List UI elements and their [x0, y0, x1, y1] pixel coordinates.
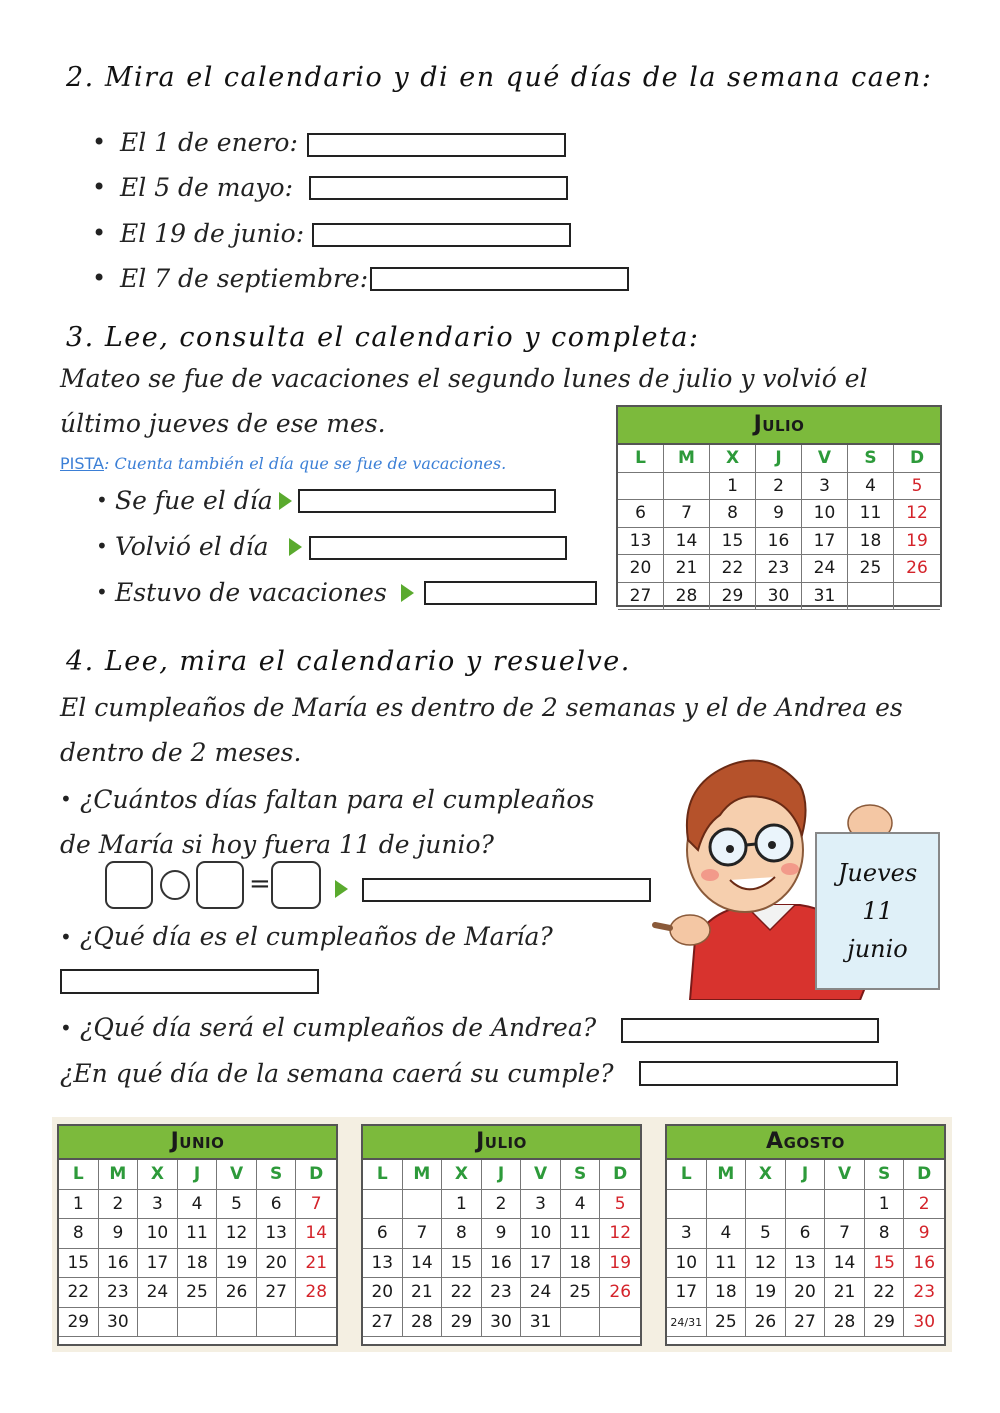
calendar-day: 15: [442, 1249, 482, 1279]
ex4-q2: ¿Qué día es el cumpleaños de María?: [80, 922, 553, 951]
calendar-day: 27: [257, 1278, 297, 1308]
weekday-header: L: [363, 1160, 403, 1190]
ex3-answer-1[interactable]: [298, 489, 556, 513]
calendar-day: 30: [756, 583, 802, 611]
ex2-answer-4[interactable]: [370, 267, 629, 291]
calendar-day: 1: [59, 1190, 99, 1220]
bullet-icon: •: [92, 173, 107, 201]
calendar-day: 16: [904, 1249, 944, 1279]
calendar-day: [257, 1308, 297, 1338]
calendar-day: 27: [363, 1308, 403, 1338]
calendar-day: 13: [257, 1219, 297, 1249]
weekday-header: D: [600, 1160, 640, 1190]
weekday-header: J: [178, 1160, 218, 1190]
calendar-title: Agosto: [667, 1126, 944, 1160]
calendar-day: 21: [664, 555, 710, 583]
calendar-day: 30: [99, 1308, 139, 1338]
calendar-day: 23: [904, 1278, 944, 1308]
calendar-day: 3: [521, 1190, 561, 1220]
weekday-header: X: [138, 1160, 178, 1190]
calendar-day: 28: [403, 1308, 443, 1338]
calendar-day: 28: [296, 1278, 336, 1308]
calendar-day: 24: [802, 555, 848, 583]
bullet-icon: •: [96, 580, 108, 604]
calendar-day: 30: [482, 1308, 522, 1338]
weekday-header: M: [664, 445, 710, 473]
operator-circle[interactable]: [160, 870, 190, 900]
calendar-day: [561, 1308, 601, 1338]
calendar-day: 12: [217, 1219, 257, 1249]
calendar-day: [600, 1308, 640, 1338]
calendar-day: 23: [482, 1278, 522, 1308]
calendar-day: 9: [756, 500, 802, 528]
ex2-answer-1[interactable]: [307, 133, 566, 157]
calendar-day: 26: [746, 1308, 786, 1338]
result-box[interactable]: [271, 861, 321, 909]
weekday-header: X: [442, 1160, 482, 1190]
calendar-day: [848, 583, 894, 611]
weekday-header: L: [667, 1160, 707, 1190]
calendar-day: 8: [442, 1219, 482, 1249]
calendar-day: 28: [825, 1308, 865, 1338]
calendar-day: 5: [746, 1219, 786, 1249]
ex3-item-label: Volvió el día: [115, 532, 269, 561]
calendar-junio: [57, 1124, 338, 1346]
calendar-day: 19: [894, 528, 940, 556]
calendar-day: 11: [707, 1249, 747, 1279]
calendar-julio-top: [616, 405, 942, 607]
ex4-q4: ¿En qué día de la semana caerá su cumple?: [60, 1059, 614, 1088]
calendar-day: 8: [59, 1219, 99, 1249]
calendar-day: 13: [618, 528, 664, 556]
calendar-day: 18: [178, 1249, 218, 1279]
bullet-icon: •: [96, 488, 108, 512]
calendar-day: 6: [618, 500, 664, 528]
calendar-day: 6: [786, 1219, 826, 1249]
calendar-day: 1: [710, 473, 756, 501]
play-arrow-icon: [279, 492, 292, 510]
calendar-day: 15: [59, 1249, 99, 1279]
calendar-day: 17: [802, 528, 848, 556]
weekday-header: L: [618, 445, 664, 473]
calendar-day: 9: [904, 1219, 944, 1249]
calendar-day: [667, 1190, 707, 1220]
ex3-item-label: Se fue el día: [115, 486, 273, 515]
calendar-day: 7: [664, 500, 710, 528]
calendar-day: 7: [825, 1219, 865, 1249]
calendar-day: 29: [59, 1308, 99, 1338]
calendar-day: 15: [710, 528, 756, 556]
bullet-icon: •: [92, 219, 107, 247]
calendar-day: 15: [865, 1249, 905, 1279]
calendar-day: 23: [756, 555, 802, 583]
ex3-answer-2[interactable]: [309, 536, 567, 560]
bullet-icon: •: [60, 925, 72, 949]
ex4-text-line2: dentro de 2 meses.: [60, 738, 302, 767]
weekday-header: M: [707, 1160, 747, 1190]
ex2-item-label: El 19 de junio:: [120, 219, 305, 248]
calendar-day: 14: [664, 528, 710, 556]
calendar-day: 24: [521, 1278, 561, 1308]
calendar-day: 8: [710, 500, 756, 528]
calendar-grid: [618, 445, 940, 610]
weekday-header: S: [865, 1160, 905, 1190]
calendar-day: [217, 1308, 257, 1338]
calendar-day: [894, 583, 940, 611]
calendar-day: 25: [848, 555, 894, 583]
calendar-title: Julio: [363, 1126, 640, 1160]
calendar-day: 20: [257, 1249, 297, 1279]
ex4-answer-1[interactable]: [362, 878, 651, 902]
calendar-day: 2: [904, 1190, 944, 1220]
calendar-day: 19: [600, 1249, 640, 1279]
weekday-header: D: [296, 1160, 336, 1190]
calendar-day: [296, 1308, 336, 1338]
play-arrow-icon: [401, 584, 414, 602]
calendar-day: 2: [99, 1190, 139, 1220]
calendar-day: 25: [707, 1308, 747, 1338]
calendar-day: 22: [865, 1278, 905, 1308]
ex2-item-label: El 5 de mayo:: [120, 173, 293, 202]
calendar-day: 16: [482, 1249, 522, 1279]
calendar-day: 5: [894, 473, 940, 501]
weekday-header: X: [710, 445, 756, 473]
calendar-day: 20: [618, 555, 664, 583]
weekday-header: J: [786, 1160, 826, 1190]
sign-weekday: Jueves: [837, 859, 918, 887]
bullet-icon: •: [60, 787, 72, 811]
date-sign: [815, 832, 940, 990]
sign-month: junio: [847, 935, 908, 963]
calendar-title: Junio: [59, 1126, 336, 1160]
calendar-day: 2: [756, 473, 802, 501]
weekday-header: J: [756, 445, 802, 473]
weekday-header: M: [403, 1160, 443, 1190]
calendar-day: 5: [600, 1190, 640, 1220]
calendar-day: 21: [296, 1249, 336, 1279]
ex2-answer-3[interactable]: [312, 223, 571, 247]
ex4-answer-4[interactable]: [639, 1061, 898, 1086]
calendar-day: 1: [865, 1190, 905, 1220]
ex4-text-line1: El cumpleaños de María es dentro de 2 semanas y el de Andrea es: [60, 693, 903, 722]
weekday-header: J: [482, 1160, 522, 1190]
ex4-answer-3[interactable]: [621, 1018, 879, 1043]
calendar-day: 26: [894, 555, 940, 583]
calendar-day: 18: [707, 1278, 747, 1308]
calendar-day: 17: [521, 1249, 561, 1279]
operand-2-box[interactable]: [196, 861, 244, 909]
weekday-header: V: [521, 1160, 561, 1190]
calendar-day: 29: [865, 1308, 905, 1338]
bullet-icon: •: [96, 534, 108, 558]
calendar-day: [363, 1190, 403, 1220]
equals-sign: =: [249, 869, 271, 899]
calendar-day: 17: [667, 1278, 707, 1308]
calendar-day: 4: [561, 1190, 601, 1220]
calendar-day: 25: [178, 1278, 218, 1308]
calendar-day: 22: [710, 555, 756, 583]
calendar-day: 12: [746, 1249, 786, 1279]
calendar-day: 10: [667, 1249, 707, 1279]
bullet-icon: •: [60, 1016, 72, 1040]
weekday-header: V: [825, 1160, 865, 1190]
calendar-day: 13: [363, 1249, 403, 1279]
calendar-day: 31: [802, 583, 848, 611]
calendar-day: [825, 1190, 865, 1220]
ex4-answer-2[interactable]: [60, 969, 319, 994]
ex2-heading: 2. Mira el calendario y di en qué días de la semana caen:: [66, 62, 933, 93]
calendar-day: 19: [217, 1249, 257, 1279]
calendar-day: 10: [521, 1219, 561, 1249]
calendar-grid: [363, 1160, 640, 1337]
calendar-day: 13: [786, 1249, 826, 1279]
calendar-day: 8: [865, 1219, 905, 1249]
calendar-day: 22: [59, 1278, 99, 1308]
calendar-grid: [59, 1160, 336, 1337]
calendar-day: 11: [848, 500, 894, 528]
ex4-q1-line2: de María si hoy fuera 11 de junio?: [60, 830, 494, 859]
calendar-day: 3: [667, 1219, 707, 1249]
calendar-day: 28: [664, 583, 710, 611]
calendar-day: 14: [403, 1249, 443, 1279]
calendar-day: 21: [403, 1278, 443, 1308]
hint: [60, 454, 506, 473]
calendar-day: 30: [904, 1308, 944, 1338]
calendar-day: 24: [138, 1278, 178, 1308]
bullet-icon: •: [92, 264, 107, 292]
calendar-agosto: [665, 1124, 946, 1346]
calendar-day: 4: [848, 473, 894, 501]
calendar-day: 12: [894, 500, 940, 528]
weekday-header: V: [802, 445, 848, 473]
weekday-header: S: [848, 445, 894, 473]
calendar-julio: [361, 1124, 642, 1346]
play-arrow-icon: [289, 538, 302, 556]
calendar-day: 21: [825, 1278, 865, 1308]
ex3-text-line2: último jueves de ese mes.: [60, 409, 386, 438]
ex4-q3: ¿Qué día será el cumpleaños de Andrea?: [80, 1013, 597, 1042]
calendar-day: 9: [482, 1219, 522, 1249]
calendar-day: [664, 473, 710, 501]
calendar-day: 3: [138, 1190, 178, 1220]
weekday-header: M: [99, 1160, 139, 1190]
weekday-header: L: [59, 1160, 99, 1190]
calendar-day: [618, 473, 664, 501]
calendar-day: 11: [561, 1219, 601, 1249]
calendar-day: [707, 1190, 747, 1220]
ex3-answer-3[interactable]: [424, 581, 597, 605]
calendar-day: [746, 1190, 786, 1220]
calendar-day: 20: [363, 1278, 403, 1308]
calendar-day: 20: [786, 1278, 826, 1308]
hint-text: : Cuenta también el día que se fue de vacaciones.: [104, 454, 507, 473]
calendar-day: 23: [99, 1278, 139, 1308]
calendar-day: 3: [802, 473, 848, 501]
calendar-day: 17: [138, 1249, 178, 1279]
calendar-day: 6: [363, 1219, 403, 1249]
calendar-day: 1: [442, 1190, 482, 1220]
calendar-day: 14: [296, 1219, 336, 1249]
calendar-day: 19: [746, 1278, 786, 1308]
ex3-heading: 3. Lee, consulta el calendario y completa:: [66, 322, 700, 353]
calendar-day: 6: [257, 1190, 297, 1220]
hint-label: PISTA: [60, 454, 104, 473]
play-arrow-icon: [335, 880, 348, 898]
calendar-day: 14: [825, 1249, 865, 1279]
calendar-day: 7: [296, 1190, 336, 1220]
ex2-answer-2[interactable]: [309, 176, 568, 200]
calendar-day: 12: [600, 1219, 640, 1249]
weekday-header: S: [561, 1160, 601, 1190]
calendar-day: [403, 1190, 443, 1220]
weekday-header: D: [894, 445, 940, 473]
calendar-day: 18: [561, 1249, 601, 1279]
calendar-day: [178, 1308, 218, 1338]
calendar-day: 18: [848, 528, 894, 556]
bullet-icon: •: [92, 128, 107, 156]
calendar-day: 27: [618, 583, 664, 611]
calendar-day: 4: [178, 1190, 218, 1220]
calendar-day: 26: [600, 1278, 640, 1308]
calendar-day: 31: [521, 1308, 561, 1338]
calendar-day: 26: [217, 1278, 257, 1308]
ex4-q1-line1: ¿Cuántos días faltan para el cumpleaños: [80, 785, 595, 814]
weekday-header: S: [257, 1160, 297, 1190]
ex2-item-label: El 1 de enero:: [120, 128, 298, 157]
calendar-day: 24/31: [667, 1308, 707, 1338]
ex3-text-line1: Mateo se fue de vacaciones el segundo lunes de julio y volvió el: [60, 364, 868, 393]
ex4-heading: 4. Lee, mira el calendario y resuelve.: [66, 646, 631, 677]
calendar-day: 10: [138, 1219, 178, 1249]
calendar-day: 22: [442, 1278, 482, 1308]
calendar-title: Julio: [618, 407, 940, 445]
calendar-day: 16: [99, 1249, 139, 1279]
calendar-day: 10: [802, 500, 848, 528]
calendar-day: 4: [707, 1219, 747, 1249]
calendar-day: 16: [756, 528, 802, 556]
calendar-day: 29: [710, 583, 756, 611]
weekday-header: D: [904, 1160, 944, 1190]
calendar-grid: [667, 1160, 944, 1337]
sign-day: 11: [862, 897, 893, 925]
ex2-item-label: El 7 de septiembre:: [120, 264, 369, 293]
calendar-day: 27: [786, 1308, 826, 1338]
calendar-day: 11: [178, 1219, 218, 1249]
calendar-day: 25: [561, 1278, 601, 1308]
calendar-day: 5: [217, 1190, 257, 1220]
calendar-day: 2: [482, 1190, 522, 1220]
calendar-day: 7: [403, 1219, 443, 1249]
calendar-day: 9: [99, 1219, 139, 1249]
ex3-item-label: Estuvo de vacaciones: [115, 578, 387, 607]
weekday-header: X: [746, 1160, 786, 1190]
calendar-day: [138, 1308, 178, 1338]
calendar-day: 29: [442, 1308, 482, 1338]
calendar-day: [786, 1190, 826, 1220]
weekday-header: V: [217, 1160, 257, 1190]
operand-1-box[interactable]: [105, 861, 153, 909]
